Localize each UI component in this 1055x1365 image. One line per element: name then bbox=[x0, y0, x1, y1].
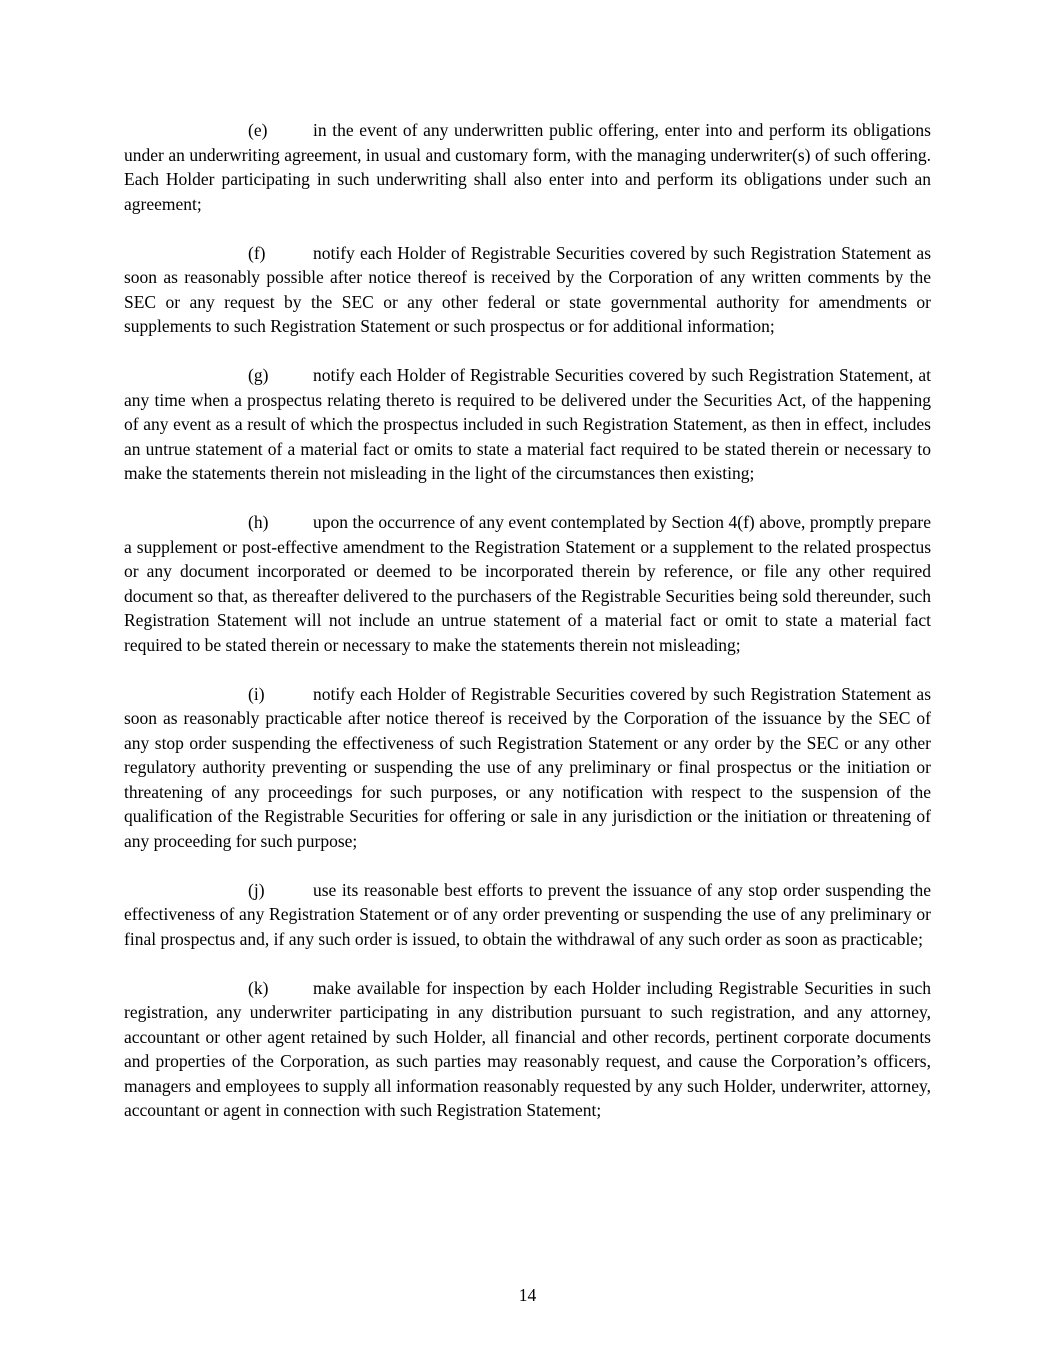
paragraph-text: in the event of any underwritten public offering, enter into and perform its obligations under an underwriting agreement, in usual and customary form, with the managing underwriter(s) of such offering. Each Holder participating in such underwriting shall also enter into and perform its obligations under such an agreement; bbox=[124, 120, 931, 214]
paragraph-k bbox=[124, 976, 931, 1123]
paragraph-label: (j) bbox=[248, 879, 265, 900]
paragraph-i bbox=[124, 682, 931, 854]
paragraph-text: make available for inspection by each Holder including Registrable Securities in such registration, any underwriter participating in any distribution pursuant to such registration, and any attorney, accountant or other agent retained by such Holder, all financial and other records, pertinent corporate documents and properties of the Corporation, as such parties may reasonably request, and cause the Corporation’s officers, managers and employees to supply all information reasonably requested by any such Holder, underwriter, attorney, accountant or agent in connection with such Registration Statement; bbox=[124, 977, 931, 1120]
paragraph-label: (e) bbox=[248, 120, 268, 140]
paragraph-text: notify each Holder of Registrable Securities covered by such Registration Statement, at any time when a prospectus relating thereto is required to be delivered under the Securities Act, of the happening of any event as a result of which the prospectus included in such Registration Statement, as then in effect, includes an untrue statement of a material fact or omits to state a material fact required to be stated therein or necessary to make the statements therein not misleading in the light of the circumstances then existing; bbox=[124, 365, 931, 483]
page-number: 14 bbox=[518, 1284, 537, 1305]
paragraph-label: (h) bbox=[248, 512, 269, 532]
paragraph-label: (i) bbox=[248, 683, 265, 704]
paragraph-f bbox=[124, 241, 931, 339]
paragraph-h bbox=[124, 510, 931, 657]
paragraph-g bbox=[124, 363, 931, 486]
paragraph-text: notify each Holder of Registrable Securities covered by such Registration Statement as soon as reasonably possible after notice thereof is received by the Corporation of any written comments by the SEC or any request by the SEC or any other federal or state governmental authority for amendments or supplements to such Registration Statement or such prospectus or for additional information; bbox=[124, 242, 931, 336]
paragraph-text: upon the occurrence of any event contemplated by Section 4(f) above, promptly prepare a supplement or post-effective amendment to the Registration Statement or a supplement to the related prospectus or any document incorporated or deemed to be incorporated therein by reference, or file any other required document so that, as thereafter delivered to the purchasers of the Registrable Securities being sold thereunder, such Registration Statement will not include an untrue statement of a material fact or omit to state a material fact required to be stated therein or necessary to make the statements therein not misleading; bbox=[124, 512, 931, 655]
paragraph-label: (f) bbox=[248, 242, 266, 263]
paragraph-j bbox=[124, 878, 931, 952]
paragraph-text: use its reasonable best efforts to prevent the issuance of any stop order suspending the effectiveness of any Registration Statement or of any order preventing or suspending the use of any preliminary or final prospectus and, if any such order is issued, to obtain the withdrawal of any such order as soon as practicable; bbox=[124, 879, 931, 949]
paragraph-label: (k) bbox=[248, 977, 269, 998]
paragraph-label: (g) bbox=[248, 365, 269, 385]
paragraph-e bbox=[124, 118, 931, 216]
paragraph-text: notify each Holder of Registrable Securities covered by such Registration Statement as soon as reasonably practicable after notice thereof is received by the Corporation of the issuance by the SEC of any stop order suspending the effectiveness of such Registration Statement or any order by the SEC or any other regulatory authority preventing or suspending the use of any preliminary or final prospectus or the initiation or threatening of any proceedings for such purposes, or any notification with respect to the suspension of the qualification of the Registrable Securities for offering or sale in any jurisdiction or the initiation or threatening of any proceeding for such purpose; bbox=[124, 683, 931, 851]
